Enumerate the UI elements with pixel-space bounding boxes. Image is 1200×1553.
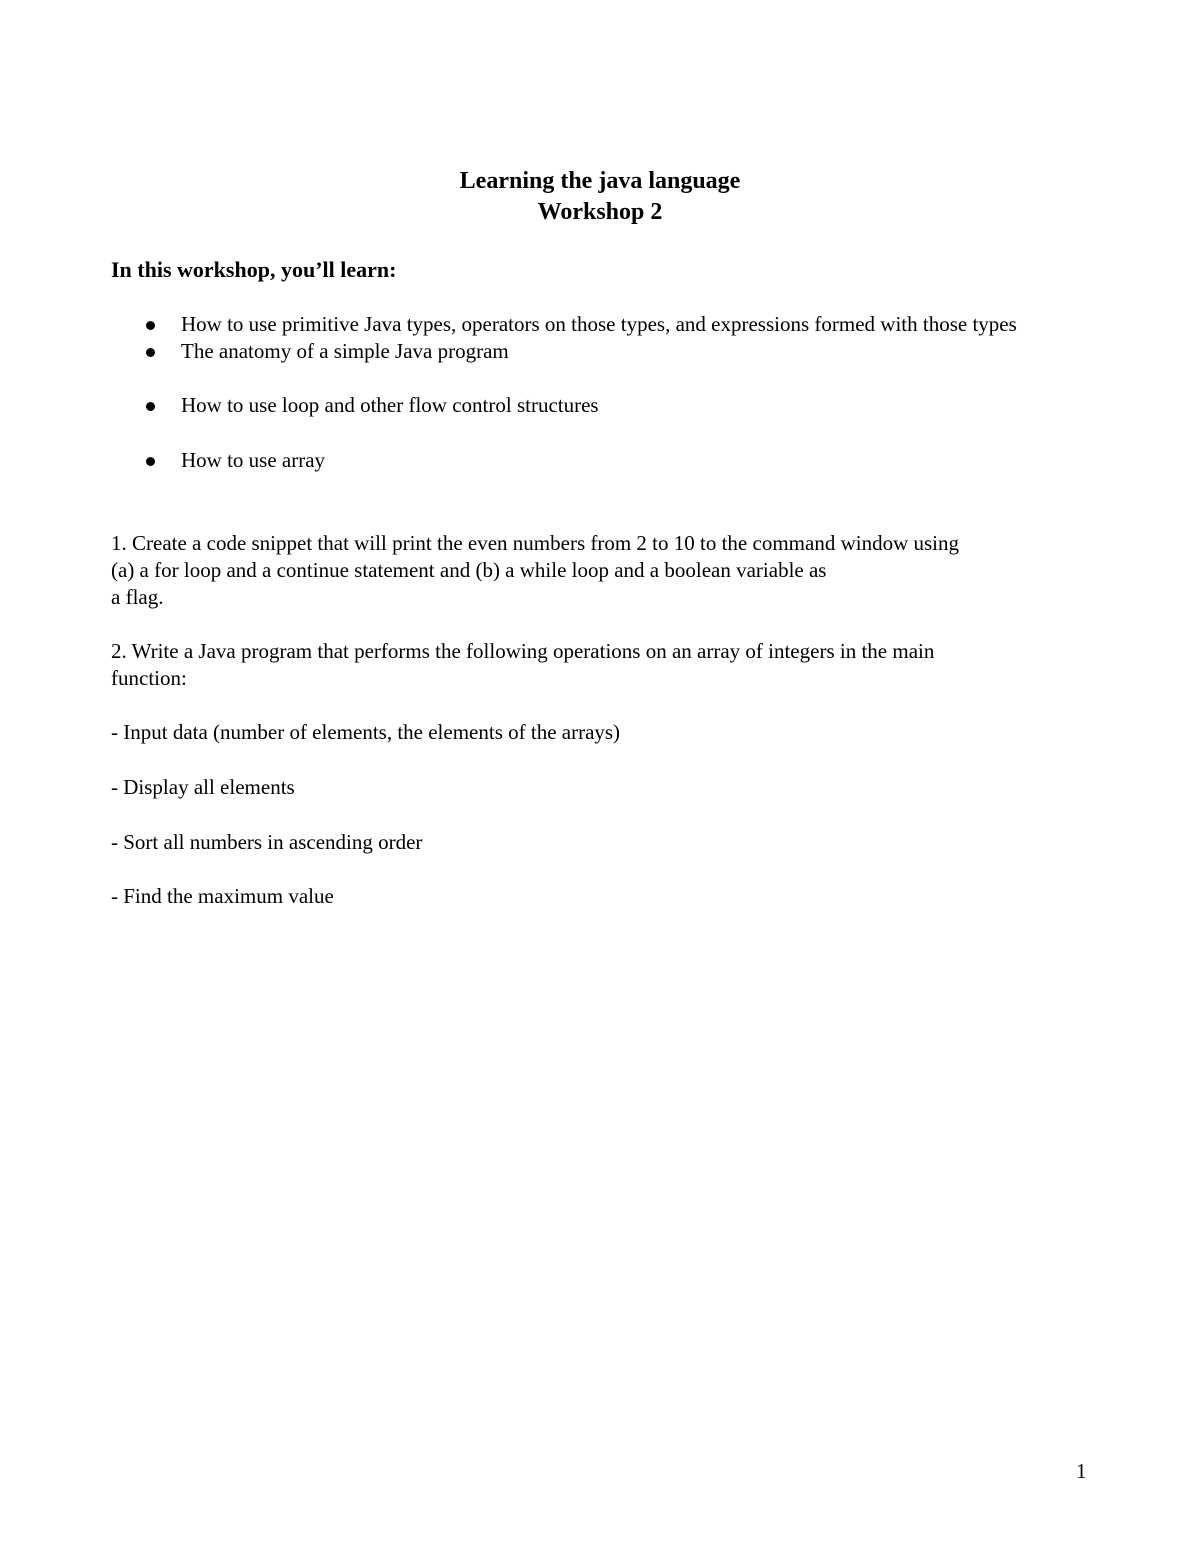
operation-display-elements: - Display all elements [111,775,295,799]
bullet-icon [146,457,155,466]
bullet-icon [146,348,155,357]
document-title [0,166,1200,228]
list-item-text: The anatomy of a simple Java program [181,339,509,363]
task-2-paragraph [111,638,1081,692]
learning-objectives-list [111,311,1091,474]
list-item-text: How to use array [181,448,326,472]
section-heading: In this workshop, you’ll learn: [111,257,397,282]
task-2-line-1: 2. Write a Java program that performs the following operations on an array of integers in the main [111,639,935,663]
task-1-line-2: (a) a for loop and a continue statement and (b) a while loop and a boolean variable as [111,558,827,582]
list-item-text: How to use primitive Java types, operators on those types, and expressions formed with those types [181,312,1017,336]
bullet-icon [146,321,155,330]
bullet-icon [146,402,155,411]
task-2-line-2: function: [111,666,187,690]
list-item [111,447,1091,474]
list-item [111,392,1091,419]
list-item-text: How to use loop and other flow control structures [181,393,599,417]
task-1-paragraph [111,530,1081,611]
title-line-2: Workshop 2 [537,199,663,225]
task-1-line-3: a flag. [111,585,164,609]
operation-find-maximum: - Find the maximum value [111,884,334,908]
list-item [111,311,1091,338]
operation-sort-ascending: - Sort all numbers in ascending order [111,830,423,854]
title-line-1: Learning the java language [459,168,741,194]
operation-input-data: - Input data (number of elements, the elements of the arrays) [111,720,621,744]
task-1-line-1: 1. Create a code snippet that will print the even numbers from 2 to 10 to the command window using [111,531,959,555]
page-number: 1 [1076,1459,1087,1483]
list-item [111,338,1091,365]
